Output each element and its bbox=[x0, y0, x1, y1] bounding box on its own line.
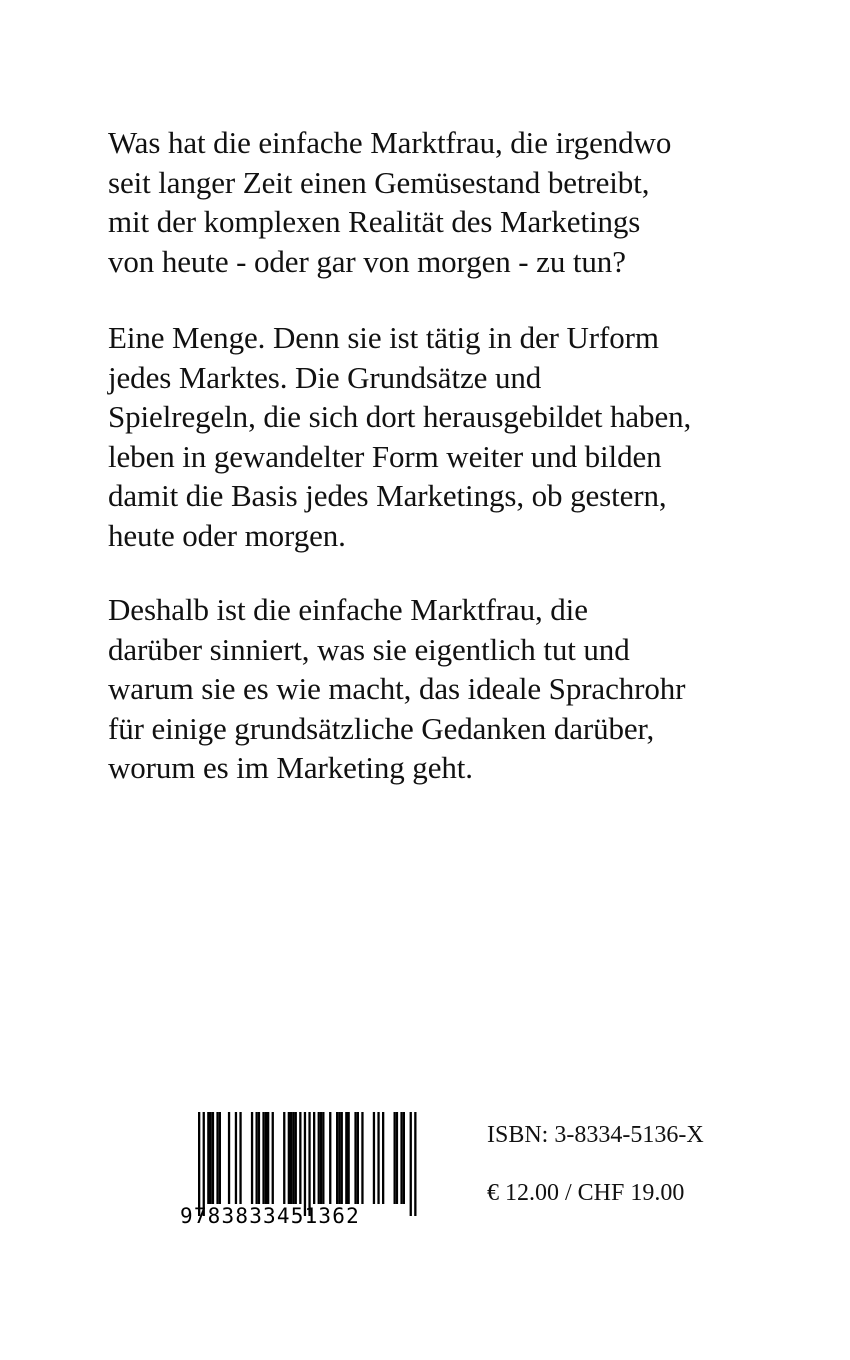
barcode-bar bbox=[382, 1112, 384, 1204]
barcode-digits: 9783833451362 bbox=[180, 1204, 360, 1228]
blurb-paragraph-3 bbox=[108, 590, 685, 788]
barcode-bar bbox=[292, 1112, 294, 1204]
barcode-bar bbox=[414, 1112, 416, 1216]
barcode-bar bbox=[357, 1112, 359, 1204]
barcode-bar bbox=[262, 1112, 264, 1204]
blurb-paragraph-1 bbox=[108, 123, 671, 281]
barcode-bar bbox=[216, 1112, 218, 1204]
blurb-line: Spielregeln, die sich dort herausgebildet haben, bbox=[108, 399, 692, 434]
barcode-bar bbox=[290, 1112, 292, 1204]
barcode-bar bbox=[239, 1112, 241, 1204]
barcode-bar bbox=[198, 1112, 200, 1216]
barcode-bar bbox=[203, 1112, 205, 1216]
barcode-bar bbox=[341, 1112, 343, 1204]
barcode-bar bbox=[345, 1112, 347, 1204]
barcode-bar bbox=[354, 1112, 356, 1204]
isbn-label: ISBN: 3-8334-5136-X bbox=[487, 1122, 704, 1148]
barcode-bar bbox=[313, 1112, 315, 1204]
blurb-line: Deshalb ist die einfache Marktfrau, die bbox=[108, 592, 588, 627]
barcode-bar bbox=[267, 1112, 269, 1204]
barcode-bar bbox=[212, 1112, 214, 1204]
barcode bbox=[180, 1112, 428, 1230]
price-label: € 12.00 / CHF 19.00 bbox=[487, 1180, 685, 1206]
barcode-bar bbox=[210, 1112, 212, 1204]
barcode-bar bbox=[295, 1112, 297, 1204]
barcode-bar bbox=[304, 1112, 306, 1216]
barcode-bar bbox=[251, 1112, 253, 1204]
barcode-bar bbox=[410, 1112, 412, 1216]
barcode-bar bbox=[329, 1112, 331, 1204]
blurb-line: mit der komplexen Realität des Marketings bbox=[108, 204, 641, 239]
barcode-bar bbox=[308, 1112, 310, 1216]
barcode-bar bbox=[228, 1112, 230, 1204]
blurb-line: seit langer Zeit einen Gemüsestand betreibt, bbox=[108, 164, 650, 200]
barcode-bar bbox=[265, 1112, 267, 1204]
barcode-bar bbox=[318, 1112, 320, 1204]
barcode-bar bbox=[336, 1112, 338, 1204]
barcode-bar bbox=[338, 1112, 340, 1204]
blurb-line: jedes Marktes. Die Grundsätze und bbox=[108, 359, 542, 395]
blurb-line: worum es im Marketing geht. bbox=[108, 750, 473, 785]
barcode-bar bbox=[258, 1112, 260, 1204]
barcode-bar bbox=[219, 1112, 221, 1204]
blurb-line: Was hat die einfache Marktfrau, die irgendwo bbox=[108, 125, 672, 160]
barcode-bar bbox=[235, 1112, 237, 1204]
barcode-bar bbox=[394, 1112, 396, 1204]
blurb-line: von heute - oder gar von morgen - zu tun? bbox=[108, 243, 626, 279]
blurb-line: Eine Menge. Denn sie ist tätig in der Urform bbox=[108, 320, 659, 355]
blurb-line: für einige grundsätzliche Gedanken darüber, bbox=[108, 710, 655, 746]
barcode-bar bbox=[348, 1112, 350, 1204]
barcode-bar bbox=[322, 1112, 324, 1204]
blurb-line: damit die Basis jedes Marketings, ob gestern, bbox=[108, 478, 667, 513]
barcode-bar bbox=[283, 1112, 285, 1204]
barcode-bar bbox=[396, 1112, 398, 1204]
blurb-line: warum sie es wie macht, das ideale Sprachrohr bbox=[108, 671, 686, 706]
barcode-bar bbox=[403, 1112, 405, 1204]
barcode-bar bbox=[320, 1112, 322, 1204]
barcode-bar bbox=[288, 1112, 290, 1204]
barcode-bar bbox=[299, 1112, 301, 1204]
barcode-bar bbox=[377, 1112, 379, 1204]
blurb-line: heute oder morgen. bbox=[108, 517, 346, 553]
barcode-bar bbox=[272, 1112, 274, 1204]
blurb-line: leben in gewandelter Form weiter und bilden bbox=[108, 438, 662, 474]
blurb-line: darüber sinniert, was sie eigentlich tut und bbox=[108, 631, 630, 667]
barcode-bar bbox=[256, 1112, 258, 1204]
barcode-bar bbox=[400, 1112, 402, 1204]
barcode-bar bbox=[207, 1112, 209, 1204]
barcode-bar bbox=[373, 1112, 375, 1204]
blurb-paragraph-2 bbox=[108, 318, 691, 555]
barcode-bar bbox=[361, 1112, 363, 1204]
